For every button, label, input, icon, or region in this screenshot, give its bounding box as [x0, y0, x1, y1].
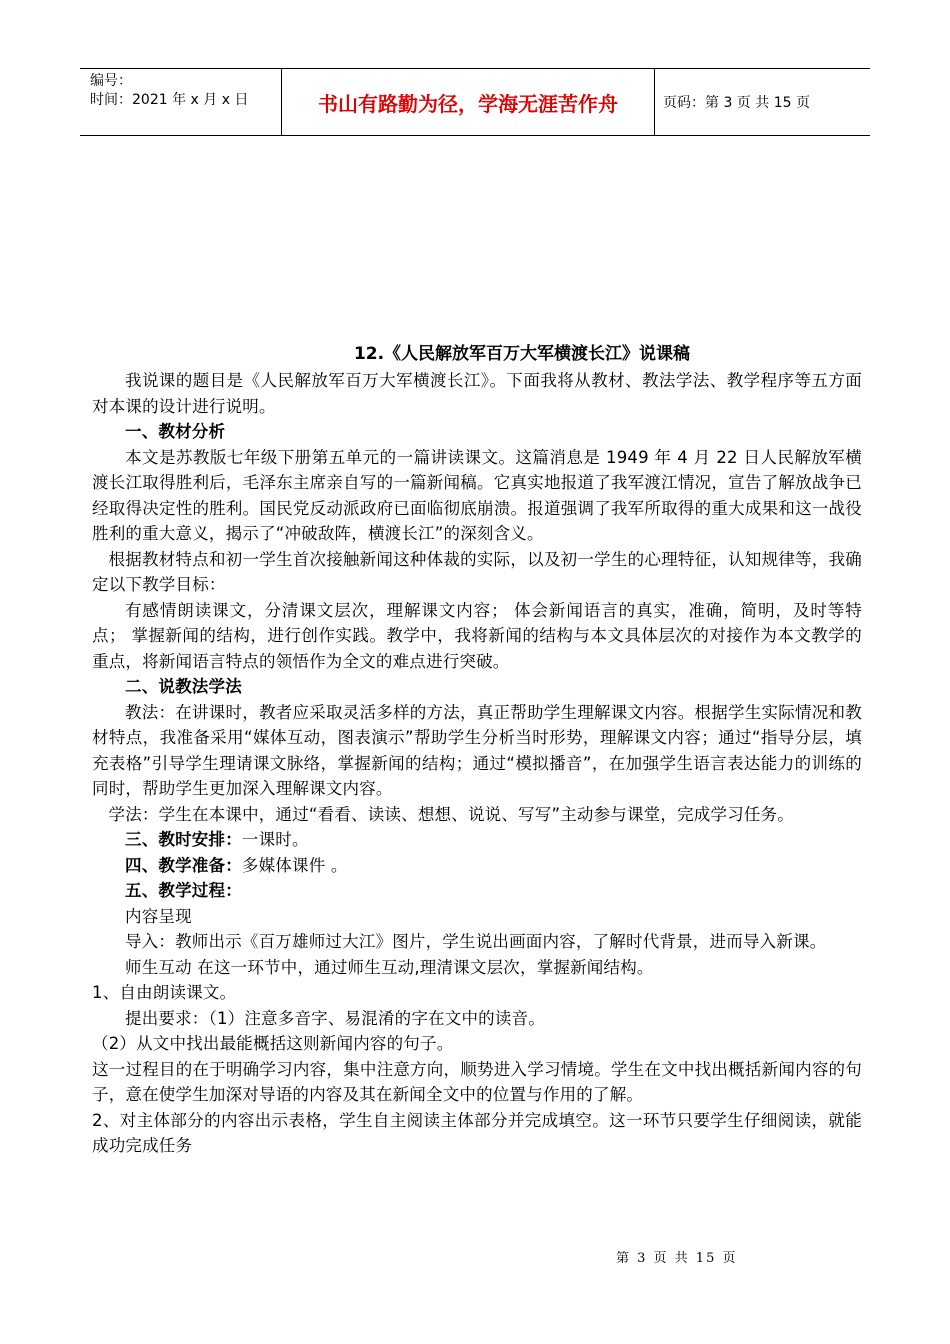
section-heading-schedule: 三、教时安排：	[125, 830, 242, 849]
header-top-rule	[80, 68, 870, 69]
paragraph: 本文是苏教版七年级下册第五单元的一篇讲读课文。这篇消息是 1949 年 4 月 22 日人民解放军横渡长江取得胜利后，毛泽东主席亲自写的一篇新闻稿。它真实地报道了我军渡江情况，宣告了解放战争已经取得决定性的胜利。国民党反动派政府已面临彻底崩溃。报道强调了我军所取得的重大成果和这一战役胜利的重大意义，揭示了“冲破敌阵，横渡长江”的深刻含义。	[92, 447, 862, 543]
paragraph: 师生互动 在这一环节中，通过师生互动,理清课文层次，掌握新闻结构。	[125, 957, 654, 977]
section-schedule	[92, 827, 862, 853]
list-item: 提出要求：（1）注意多音字、易混淆的字在文中的读音。	[125, 1008, 545, 1028]
preparation-value: 多媒体课件 。	[241, 855, 348, 875]
document-date-label: 时间：2021 年 x 月 x 日	[90, 92, 249, 108]
subheading-content-presentation: 内容呈现	[125, 906, 192, 926]
list-item: 1、自由朗读课文。	[92, 983, 237, 1002]
document-body	[92, 340, 862, 1159]
schedule-value: 一课时。	[241, 830, 309, 849]
list-item: （2）从文中找出最能概括这则新闻内容的句子。	[92, 1034, 454, 1053]
paragraph: 这一过程目的在于明确学习内容，集中注意方向，顺势进入学习情境。学生在文中找出概括新闻内容的句子，意在使学生加深对导语的内容及其在新闻全文中的位置与作用的了解。	[92, 1059, 862, 1104]
paragraph: 有感情朗读课文，分清课文层次，理解课文内容； 体会新闻语言的真实，准确，简明，及时等特点； 掌握新闻的结构，进行创作实践。教学中，我将新闻的结构与本文具体层次的对接作为本文教学的重点，将新闻语言特点的领悟作为全文的难点进行突破。	[92, 600, 862, 671]
paragraph: 教法：在讲课时，教者应采取灵活多样的方法，真正帮助学生理解课文内容。根据学生实际情况和教材特点，我准备采用“媒体互动，图表演示”帮助学生分析当时形势，理解课文内容；通过“指导分层，填充表格”引导学生理请课文脉络，掌握新闻的结构；通过“模拟播音”，在加强学生语言表达能力的训练的同时，帮助学生更加深入理解课文内容。	[92, 702, 862, 798]
paragraph: 学法：学生在本课中，通过“看看、读读、想想、说说、写写”主动参与课堂，完成学习任务。	[108, 804, 794, 824]
section-heading-teaching-process: 五、教学过程：	[125, 881, 242, 900]
footer-page-number: 第 3 页 共 15 页	[616, 1251, 738, 1266]
section-heading-textbook-analysis: 一、教材分析	[125, 422, 226, 441]
section-heading-teaching-methods: 二、说教法学法	[125, 677, 242, 696]
section-preparation	[92, 853, 862, 879]
document-title: 12.《人民解放军百万大军横渡长江》说课稿	[353, 344, 691, 364]
header-bottom-rule	[80, 135, 870, 136]
document-number-label: 编号：	[90, 73, 132, 89]
header-meta	[90, 72, 280, 110]
header-motto: 书山有路勤为径，学海无涯苦作舟	[318, 92, 618, 116]
header-divider-right	[654, 68, 655, 136]
paragraph: 导入：教师出示《百万雄师过大江》图片，学生说出画面内容，了解时代背景，进而导入新课。	[125, 932, 827, 951]
intro-paragraph: 我说课的题目是《人民解放军百万大军横渡长江》。下面我将从教材、教法学法、教学程序等五方面对本课的设计进行说明。	[92, 371, 862, 416]
header-page-number: 页码：第 3 页 共 15 页	[663, 95, 810, 111]
paragraph: 根据教材特点和初一学生首次接触新闻这种体裁的实际，以及初一学生的心理特征，认知规律等，我确定以下教学目标：	[92, 549, 862, 594]
list-item: 2、对主体部分的内容出示表格，学生自主阅读主体部分并完成填空。这一环节只要学生仔细阅读，就能成功完成任务	[92, 1110, 862, 1155]
section-heading-preparation: 四、教学准备：	[125, 855, 242, 875]
